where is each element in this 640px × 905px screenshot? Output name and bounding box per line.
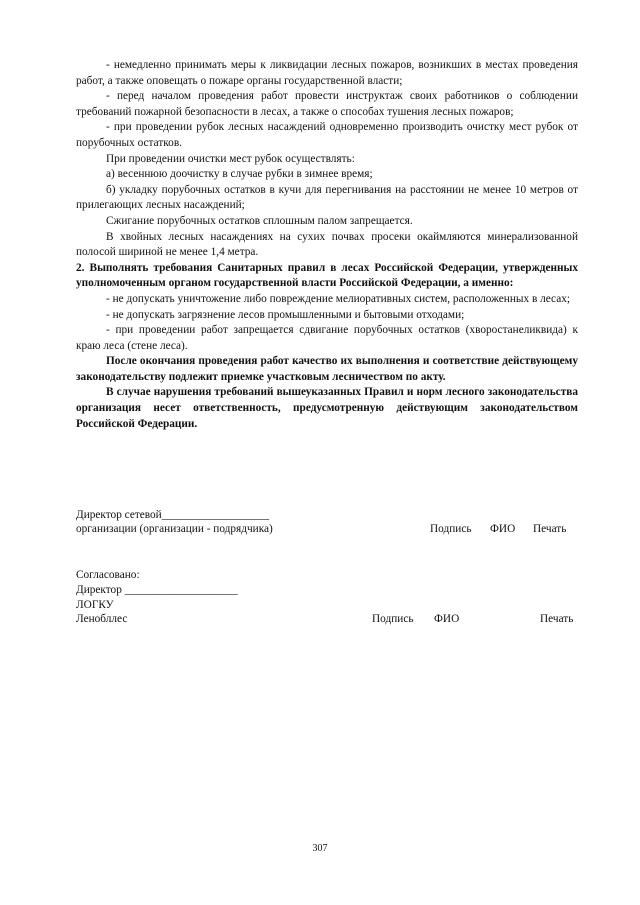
organization-name: Ленобллес <box>76 613 128 625</box>
stamp-label: Печать <box>533 523 567 535</box>
paragraph: - не допускать уничтожение либо повреждение мелиоративных систем, расположенных в лесах; <box>106 292 570 305</box>
paragraph: Сжигание порубочных остатков сплошным палом запрещается. <box>106 214 413 227</box>
paragraph: В хвойных лесных насаждениях на сухих почвах просеки окаймляются минерализованной полосой шириной не менее 1,4 метра. <box>76 230 578 259</box>
paragraph: - перед началом проведения работ провести инструктаж своих работников о соблюдении требований пожарной безопасности в лесах, а также о способах тушения лесных пожаров; <box>76 90 578 118</box>
paragraph: б) укладку порубочных остатков в кучи для перегнивания на расстоянии не менее 10 метров от прилегающих лесных насаждений; <box>76 183 578 212</box>
paragraph: - не допускать загрязнение лесов промышленными и бытовыми отходами; <box>106 308 465 321</box>
page-number: 307 <box>312 843 328 854</box>
document-body <box>76 58 578 432</box>
director-line: Директор ____________________ <box>76 584 238 596</box>
stamp-label: Печать <box>540 613 574 625</box>
agreed-label: Согласовано: <box>76 569 140 581</box>
fio-label: ФИО <box>490 523 516 535</box>
paragraph: - при проведении работ запрещается сдвигание порубочных остатков (хворостанеликвида) к краю леса (стене леса). <box>76 324 578 352</box>
section-heading: 2. Выполнять требования Санитарных правил в лесах Российской Федерации, утвержденных уполномоченным органом государственной власти Российской Федерации, а именно: <box>76 261 578 290</box>
fio-label: ФИО <box>434 613 460 625</box>
paragraph: - немедленно принимать меры к ликвидации лесных пожаров, возникших в местах проведения работ, а также оповещать о пожаре органы государственной власти; <box>76 59 578 87</box>
paragraph: - при проведении рубок лесных насаждений одновременно производить очистку мест рубок от порубочных остатков. <box>76 121 578 149</box>
bold-paragraph: В случае нарушения требований вышеуказанных Правил и норм лесного законодательства организация несет ответственность, предусмотренную действующим законодательством Российской Федерации. <box>76 386 578 430</box>
paragraph: а) весеннюю доочистку в случае рубки в зимнее время; <box>106 168 373 181</box>
organization-name: ЛОГКУ <box>76 599 114 611</box>
paragraph: При проведении очистки мест рубок осуществлять: <box>106 152 355 165</box>
organization-line: организации (организации - подрядчика) <box>76 523 273 535</box>
signature-label: Подпись <box>372 613 414 625</box>
bold-paragraph: После окончания проведения работ качество их выполнения и соответствие действующему законодательству подлежит приемке участковым лесничеством по акту. <box>76 355 578 383</box>
director-line: Директор сетевой___________________ <box>76 509 270 521</box>
signature-label: Подпись <box>430 523 472 535</box>
